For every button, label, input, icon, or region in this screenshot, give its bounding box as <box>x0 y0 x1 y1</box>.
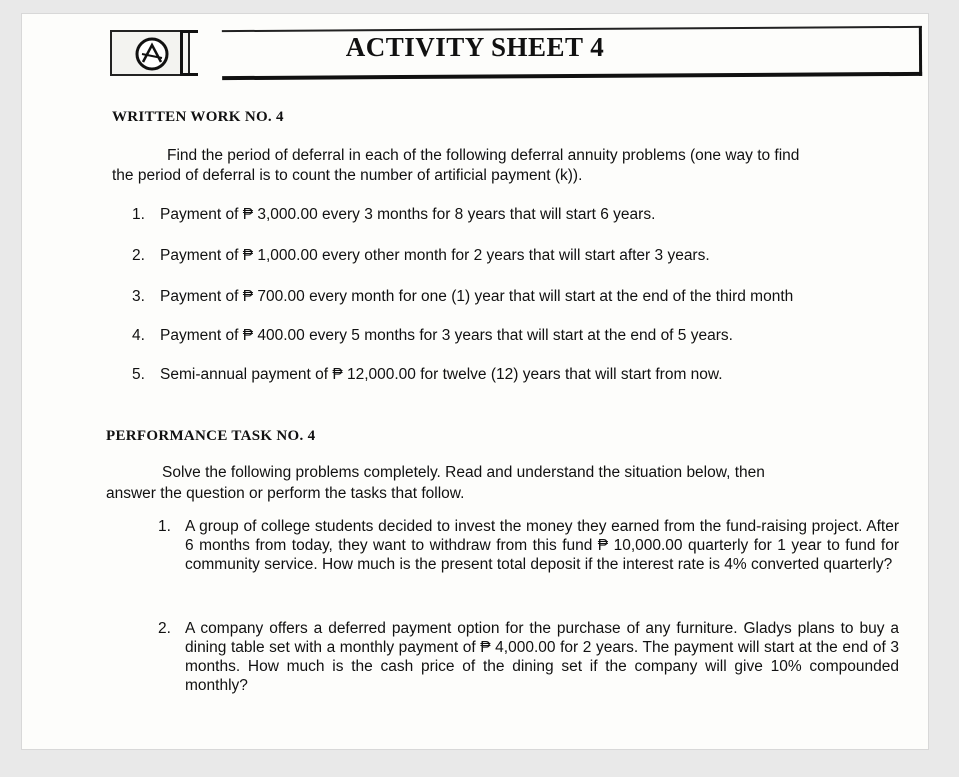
page-title: ACTIVITY SHEET 4 <box>345 32 605 62</box>
performance-task-1 <box>158 517 903 597</box>
written-item-3 <box>132 287 793 307</box>
written-item-number: 5. <box>132 366 145 383</box>
written-item-text: Payment of ₱ 1,000.00 every other month for 2 years that will start after 3 years. <box>160 247 710 264</box>
task-text: A company offers a deferred payment option for the purchase of any furniture. Gladys plans to buy a dining table set with a monthly payment of ₱ 4,000.00 for 2 years. The payment will start at the end of 3 months. How much is the cash price of the dining set if the company will give 10% compounded monthly? <box>185 620 899 694</box>
written-item-text: Payment of ₱ 3,000.00 every 3 months for 8 years that will start 6 years. <box>160 206 656 223</box>
written-item-text: Payment of ₱ 400.00 every 5 months for 3 years that will start at the end of 5 years. <box>160 327 733 344</box>
written-work-title: WRITTEN WORK NO. 4 <box>112 109 284 125</box>
written-item-1 <box>132 205 655 225</box>
performance-instruction-line1: Solve the following problems completely. Read and understand the situation below, then <box>162 464 765 481</box>
written-item-number: 3. <box>132 288 145 305</box>
activity-sheet-page <box>22 14 928 749</box>
written-item-number: 1. <box>132 206 145 223</box>
written-item-text: Semi-annual payment of ₱ 12,000.00 for twelve (12) years that will start from now. <box>160 366 723 383</box>
written-work-instruction-line2: the period of deferral is to count the number of artificial payment (k)). <box>112 167 583 184</box>
task-text: A group of college students decided to invest the money they earned from the fund-raising project. After 6 months from today, they want to withdraw from this fund ₱ 10,000.00 quarterly for 1 year to fund for community service. How much is the present total deposit if the interest rate is 4% converted quarterly? <box>185 518 899 573</box>
written-work-instruction-line1: Find the period of deferral in each of the following deferral annuity problems (one way to find <box>167 147 800 164</box>
written-item-5 <box>132 365 723 385</box>
task-number: 1. <box>158 518 171 535</box>
performance-task-title: PERFORMANCE TASK NO. 4 <box>106 428 316 444</box>
written-item-text: Payment of ₱ 700.00 every month for one (1) year that will start at the end of the third month <box>160 288 794 305</box>
written-item-number: 2. <box>132 247 145 264</box>
performance-task-2 <box>158 619 903 699</box>
written-item-number: 4. <box>132 327 145 344</box>
task-number: 2. <box>158 620 171 637</box>
written-item-4 <box>132 326 733 346</box>
performance-instruction-line2: answer the question or perform the tasks that follow. <box>106 485 465 502</box>
written-item-2 <box>132 246 710 266</box>
